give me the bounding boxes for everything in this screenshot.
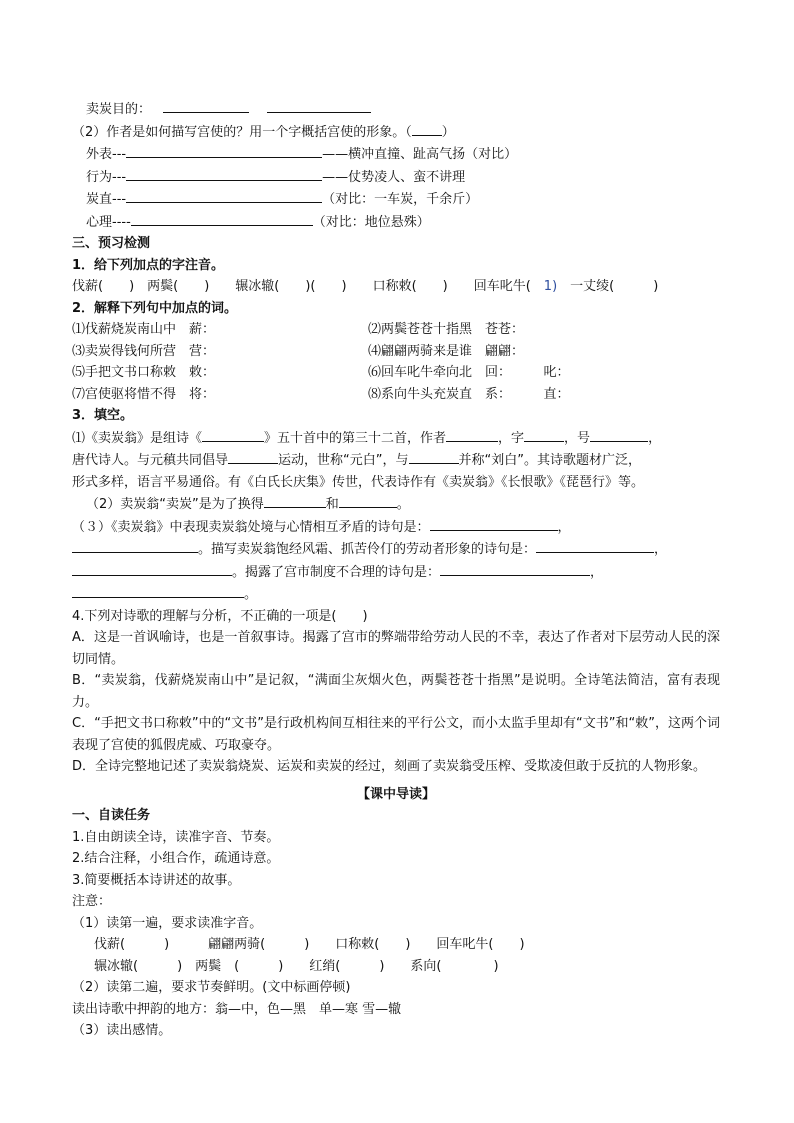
fill3-line1 — [72, 516, 720, 539]
blank-goal-1[interactable] — [163, 98, 249, 113]
explain-row-4 — [72, 384, 720, 406]
fill1-d: ，号 — [564, 430, 591, 446]
fill3-line4 — [72, 583, 720, 606]
explain-item-3: ⑶卖炭得钱何所营 营： — [72, 343, 216, 359]
fill3-e: 。揭露了宫市制度不合理的诗句是： — [232, 564, 441, 580]
explain-item-7: ⑺宫使驱将惜不得 将： — [72, 386, 216, 402]
action-label: 行为--- — [86, 169, 127, 185]
q3-title — [72, 405, 720, 427]
fill3-f: ， — [590, 564, 604, 580]
q1-title-text: 1．给下列加点的字注音。 — [72, 257, 225, 273]
blank-appearance[interactable] — [126, 143, 322, 158]
blank-zi[interactable] — [524, 427, 564, 442]
explain-item-1: ⑴伐薪烧炭南山中 薪： — [72, 322, 216, 337]
blank-system-1[interactable] — [440, 561, 590, 576]
q2-line — [72, 121, 720, 144]
blank-image-1[interactable] — [536, 538, 654, 553]
blank-contradiction-1[interactable] — [430, 516, 558, 531]
q4-option-b[interactable]: B．“卖炭翁，伐薪烧炭南山中”是记叙，“满面尘灰烟火色，两鬓苍苍十指黑”是说明。全诗笔法简洁，富有表现力。 — [72, 673, 720, 710]
blank-author[interactable] — [446, 427, 498, 442]
explain-item-6: ⑹回车叱牛牵向北 回： 叱： — [368, 365, 570, 380]
blank-mind[interactable] — [131, 211, 313, 226]
charcoal-line — [72, 188, 720, 211]
task-2: 2.结合注释，小组合作，疏通诗意。 — [72, 851, 280, 866]
q4-option-a[interactable]: A．这是一首讽喻诗，也是一首叙事诗。揭露了宫市的弊端带给劳动人民的不幸，表达了作者对下层劳动人民的深切同情。 — [72, 630, 720, 667]
mind-line — [72, 211, 720, 234]
q1-mark: 1) — [530, 279, 558, 294]
fill1-a: ⑴《卖炭翁》是组诗《 — [72, 430, 203, 446]
fill2-line — [72, 493, 720, 516]
charcoal-tail: （对比：一车炭，千余斤） — [322, 192, 479, 207]
class-guide-title: 【课中导读】 — [356, 786, 435, 802]
explain-item-4: ⑷翩翩两骑来是谁 翩翩： — [368, 343, 525, 359]
fill1-line2c: 并称“刘白”。其诗歌题材广泛， — [458, 453, 641, 468]
blank-image-2[interactable] — [72, 561, 232, 576]
fill3-c: 。描写卖炭翁饱经风霜、抓苦伶仃的劳动者形象的诗句是： — [198, 542, 537, 557]
blank-goal-2[interactable] — [267, 98, 371, 113]
blank-contradiction-2[interactable] — [72, 538, 198, 553]
blank-exchange-2[interactable] — [339, 493, 397, 508]
worksheet-page — [72, 98, 720, 1042]
read-3: （3）读出感情。 — [72, 1023, 172, 1038]
fill1-line3: 形式多样，语言平易通俗。有《白氏长庆集》传世，代表诗作有《卖炭翁》《长恨歌》《琵琶行》等。 — [72, 474, 645, 490]
blank-system-2[interactable] — [72, 583, 244, 598]
q1-items-text: 伐薪( ) 两鬓( ) 辗冰辙( )( ) 口称敕( ) 回车叱牛( — [72, 279, 531, 294]
fill1-e: ， — [648, 430, 662, 446]
fill3-d: ， — [654, 542, 668, 557]
fill3-g: 。 — [244, 587, 258, 602]
fill2-a: （2）卖炭翁“卖炭”是为了换得 — [86, 497, 264, 512]
appearance-line — [72, 143, 720, 166]
blank-series[interactable] — [202, 427, 264, 442]
explain-item-8: ⑻系向牛头充炭直 系： 直： — [368, 386, 570, 402]
note-label: 注意： — [72, 894, 112, 909]
q3-title-text: 3．填空。 — [72, 408, 134, 423]
explain-item-2: ⑵两鬓苍苍十指黑 苍苍： — [368, 322, 525, 337]
mind-tail: （对比：地位悬殊） — [312, 214, 430, 230]
q4-option-d[interactable]: D．全诗完整地记述了卖炭翁烧炭、运炭和卖炭的经过，刻画了卖炭翁受压榨、受欺凌但敢于反抗的人物形象。 — [72, 759, 707, 774]
charcoal-label: 炭直--- — [86, 192, 127, 207]
read-1-row-1: 伐薪( ) 翩翩两骑( ) 口称敕( ) 回车叱牛( ) — [94, 937, 525, 952]
q4-option-c[interactable]: C．“手把文书口称敕”中的“文书”是行政机构间互相往来的平行公文，而小太监手里却有“文书”和“敕”，这两个词表现了宫使的狐假虎威、巧取豪夺。 — [72, 716, 720, 753]
explain-row-2 — [72, 341, 720, 363]
blank-action[interactable] — [126, 166, 322, 181]
self-reading-title: 一、自读任务 — [72, 808, 151, 823]
task-1: 1.自由朗读全诗，读准字音、节奏。 — [72, 829, 280, 845]
fill2-b: 和 — [325, 497, 339, 512]
explain-item-5: ⑸手把文书口称敕 敕： — [72, 365, 216, 380]
q2-close: ） — [441, 124, 455, 140]
q1-end: 一丈绫( ) — [557, 279, 659, 294]
fill1-b: 》五十首中的第三十二首，作者 — [264, 430, 447, 446]
fill1-line1 — [72, 427, 720, 450]
q4-title: 4.下列对诗歌的理解与分析，不正确的一项是( ) — [72, 608, 368, 624]
fill2-c: 。 — [396, 497, 410, 512]
explain-row-3 — [72, 362, 720, 384]
q2x-title — [72, 298, 720, 320]
explain-row-1 — [72, 319, 720, 341]
fill1-line2a: 唐代诗人。与元稹共同倡导 — [72, 453, 229, 468]
fill3-line3 — [72, 561, 720, 584]
action-tail: ——仗势凌人、蛮不讲理 — [322, 169, 466, 185]
rhyme-line: 读出诗歌中押韵的地方：翁—中，色—黑 单—寒 雪—辙 — [72, 1001, 402, 1017]
read-1: （1）读第一遍，要求读准字音。 — [72, 915, 263, 931]
blank-charcoal[interactable] — [126, 188, 322, 203]
blank-hao[interactable] — [590, 427, 648, 442]
appearance-tail: ——横冲直撞、趾高气扬（对比） — [322, 147, 518, 162]
q2-text: （2）作者是如何描写宫使的？用一个字概括宫使的形象。（ — [72, 124, 412, 140]
blank-exchange-1[interactable] — [264, 493, 326, 508]
fill1-line2 — [72, 449, 720, 472]
fill3-a: （３）《卖炭翁》中表现卖炭翁处境与心情相互矛盾的诗句是： — [72, 519, 430, 535]
task-3: 3.简要概括本诗讲述的故事。 — [72, 872, 241, 888]
read-1-row-2: 辗冰辙( ) 两鬓 ( ) 红绡( ) 系向( ) — [94, 958, 499, 974]
q1-items — [72, 276, 720, 298]
fill1-line2b: 运动，世称“元白”，与 — [278, 453, 409, 468]
seller-goal-line — [72, 98, 720, 121]
q2x-title-text: 2．解释下列句中加点的词。 — [72, 300, 238, 316]
read-2: （2）读第二遍，要求节奏鲜明。(文中标画停顿) — [72, 980, 351, 995]
fill3-b: ， — [557, 519, 571, 535]
fill3-line2 — [72, 538, 720, 561]
blank-liu[interactable] — [409, 449, 459, 464]
mind-label: 心理---- — [86, 214, 131, 230]
section3-title: 三、预习检测 — [72, 236, 151, 251]
fill1-c: ，字 — [498, 430, 525, 446]
seller-goal-label: 卖炭目的： — [86, 102, 152, 117]
blank-movement[interactable] — [228, 449, 278, 464]
q1-title — [72, 255, 720, 277]
action-line — [72, 166, 720, 189]
appearance-label: 外表--- — [86, 147, 127, 162]
blank-one-word[interactable] — [412, 121, 442, 136]
